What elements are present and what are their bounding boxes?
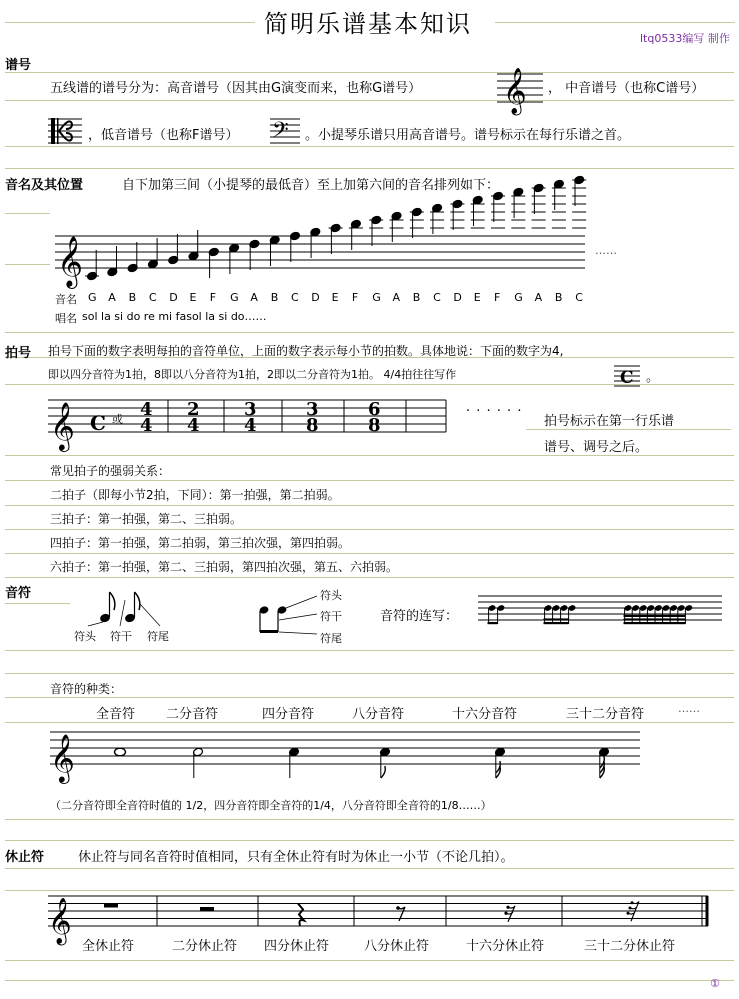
rest-whole: 全休止符 xyxy=(82,939,135,954)
note-letter: D xyxy=(311,291,320,304)
beamed-note-diagram xyxy=(255,584,325,642)
time-sig-numerator: 4 xyxy=(140,399,153,420)
note-letter: C xyxy=(291,291,299,304)
part2-stem: 符干 xyxy=(320,610,342,623)
whole-rest xyxy=(104,904,118,908)
note-letter: G xyxy=(514,291,523,304)
svg-text:𝄢: 𝄢 xyxy=(272,118,289,148)
time-sig-note2: 谱号、调号之后。 xyxy=(544,440,649,455)
quarter-rest xyxy=(298,904,304,926)
time-sig-note1: 拍号标示在第一行乐谱 xyxy=(544,414,675,429)
rest-half: 二分休止符 xyxy=(172,939,238,954)
solfege-text: sol la si do re mi fasol la si do…… xyxy=(82,310,267,323)
note-letter: B xyxy=(412,291,421,304)
time-signature-staff xyxy=(48,392,448,450)
note-letter: A xyxy=(108,291,116,304)
note-letter: C xyxy=(148,291,157,304)
time-sig-dots: · · · · · · xyxy=(466,404,523,419)
kind-quarter: 四分音符 xyxy=(262,707,315,722)
clef-text-2b: 。小提琴乐谱只用高音谱号。谱号标示在每行乐谱之首。 xyxy=(305,128,631,143)
page-title: 简明乐谱基本知识 xyxy=(264,10,472,38)
time-sig-heading: 拍号 xyxy=(5,346,32,361)
bass-clef-icon xyxy=(270,116,300,148)
note-letter: B xyxy=(128,291,137,304)
time-sig-denominator: 4 xyxy=(140,415,153,436)
clef-heading: 谱号 xyxy=(5,58,32,73)
time-sig-denominator: 4 xyxy=(244,415,257,436)
treble-clef-icon: 𝄞 xyxy=(48,898,72,944)
time-sig-denominator: 4 xyxy=(187,415,200,436)
note-letter: F xyxy=(351,291,359,304)
part-flag: 符尾 xyxy=(147,630,169,643)
or-label: 或 xyxy=(112,413,123,426)
kind-thirty-second: 三十二分音符 xyxy=(566,707,645,722)
note-letter: G xyxy=(88,291,97,304)
rests-intro: 休止符与同名音符时值相同，只有全休止符有时为休止一小节（不论几拍）。 xyxy=(78,850,514,865)
title-rule-right xyxy=(495,22,735,23)
note-value-text: （二分音符即全音符时值的 1/2，四分音符即全音符的1/4，八分音符即全音符的1/8……） xyxy=(50,799,492,812)
strength-4: 四拍子：第一拍强，第二拍弱，第三拍次强，第四拍弱。 xyxy=(50,536,351,550)
notes-heading: 音符 xyxy=(5,586,32,601)
beam xyxy=(624,615,686,617)
kind-half: 二分音符 xyxy=(166,707,219,722)
clef-text-1a: 五线谱的谱号分为：高音谱号（因其由G演变而来，也称G谱号） xyxy=(50,81,422,96)
rests-heading: 休止符 xyxy=(5,850,45,865)
note-flag xyxy=(381,766,386,778)
alto-clef-icon xyxy=(48,116,82,146)
treble-clef-icon: 𝄞 xyxy=(50,733,75,782)
note-letter: C xyxy=(433,291,441,304)
note-letter: D xyxy=(169,291,178,304)
note-letter: A xyxy=(392,291,401,304)
strength-title: 常见拍子的强弱关系： xyxy=(50,464,171,478)
note-letter: E xyxy=(189,291,197,304)
note-kinds-staff xyxy=(50,726,642,782)
range-ellipsis: …… xyxy=(595,244,617,257)
beam xyxy=(624,622,686,624)
time-sig-numerator: 2 xyxy=(187,399,200,420)
part-stem: 符干 xyxy=(110,630,132,643)
rest-thirty-second: 三十二分休止符 xyxy=(584,939,676,954)
note-letter: E xyxy=(331,291,339,304)
note-letter: E xyxy=(473,291,481,304)
kinds-more: …… xyxy=(678,702,700,715)
beam xyxy=(544,622,569,624)
strength-2: 二拍子（即每小节2拍，下同）：第一拍强，第二拍弱。 xyxy=(50,488,340,502)
beam xyxy=(624,618,686,620)
common-time-symbol: C xyxy=(90,411,106,435)
strength-6: 六拍子：第一拍强，第二、三拍弱，第四拍次强，第五、六拍弱。 xyxy=(50,560,399,574)
treble-clef-icon xyxy=(497,64,543,112)
note-rule xyxy=(526,429,731,430)
beam-label: 音符的连写： xyxy=(380,609,459,624)
treble-clef-icon: 𝄞 xyxy=(50,401,75,450)
note-letter: F xyxy=(494,291,501,304)
svg-text:𝄞: 𝄞 xyxy=(503,68,527,114)
note-kinds-title: 音符的种类： xyxy=(50,682,123,696)
title-rule-left xyxy=(5,22,255,23)
note-letter: B xyxy=(270,291,279,304)
clef-text-2a: ，低音谱号（也称F谱号） xyxy=(88,128,239,143)
whole-note xyxy=(115,748,126,756)
note-letter: C xyxy=(575,291,583,304)
beam xyxy=(544,618,569,620)
kind-eighth: 八分音符 xyxy=(352,707,405,722)
note-names-intro: 自下加第三间（小提琴的最低音）至上加第六间的音名排列如下： xyxy=(122,178,500,193)
time-sig-numerator: 3 xyxy=(244,399,257,420)
common-time-icon xyxy=(614,362,640,388)
part-head: 符头 xyxy=(74,630,96,643)
strength-3: 三拍子：第一拍强，第二、三拍弱。 xyxy=(50,512,243,526)
page-number: ① xyxy=(710,977,720,990)
rest-eighth: 八分休止符 xyxy=(364,939,430,954)
beam xyxy=(488,622,498,624)
svg-text:C: C xyxy=(620,368,634,388)
part2-flag: 符尾 xyxy=(320,632,342,645)
treble-clef-icon: 𝄞 xyxy=(57,236,84,287)
note-letter: A xyxy=(250,291,258,304)
time-sig-line2b: 。 xyxy=(646,370,660,385)
note-letter: B xyxy=(554,291,563,304)
rest-sixteenth: 十六分休止符 xyxy=(466,939,545,954)
rest-quarter: 四分休止符 xyxy=(264,939,330,954)
beamed-notes-staff xyxy=(478,592,724,632)
note-letter: F xyxy=(209,291,217,304)
half-rest xyxy=(200,907,214,911)
time-sig-denominator: 8 xyxy=(306,415,319,436)
note-range-staff xyxy=(55,200,595,290)
kind-whole: 全音符 xyxy=(96,707,136,722)
note-letter: A xyxy=(534,291,543,304)
note-letter: G xyxy=(372,291,381,304)
note-letter: G xyxy=(230,291,239,304)
rests-staff xyxy=(48,892,710,944)
time-sig-numerator: 3 xyxy=(306,399,319,420)
time-sig-denominator: 8 xyxy=(368,415,381,436)
solfege-label: 唱名 xyxy=(55,312,77,325)
time-sig-line2a: 即以四分音符为1拍，8即以八分音符为1拍，2即以二分音符为1拍。 4/4拍往往写作 xyxy=(48,368,457,381)
time-sig-numerator: 6 xyxy=(368,399,381,420)
note-letter: D xyxy=(453,291,462,304)
clef-text-1b: ， 中音谱号（也称C谱号） xyxy=(548,81,705,96)
author-credit: ltq0533编写 制作 xyxy=(640,32,730,45)
part2-head: 符头 xyxy=(320,589,342,602)
note-names-heading: 音名及其位置 xyxy=(5,178,84,193)
note-name-label: 音名 xyxy=(55,293,77,306)
time-sig-line1: 拍号下面的数字表明每拍的音符单位，上面的数字表示每小节的拍数。具体地说：下面的数字为4, xyxy=(48,344,564,358)
kind-sixteenth: 十六分音符 xyxy=(452,707,518,722)
